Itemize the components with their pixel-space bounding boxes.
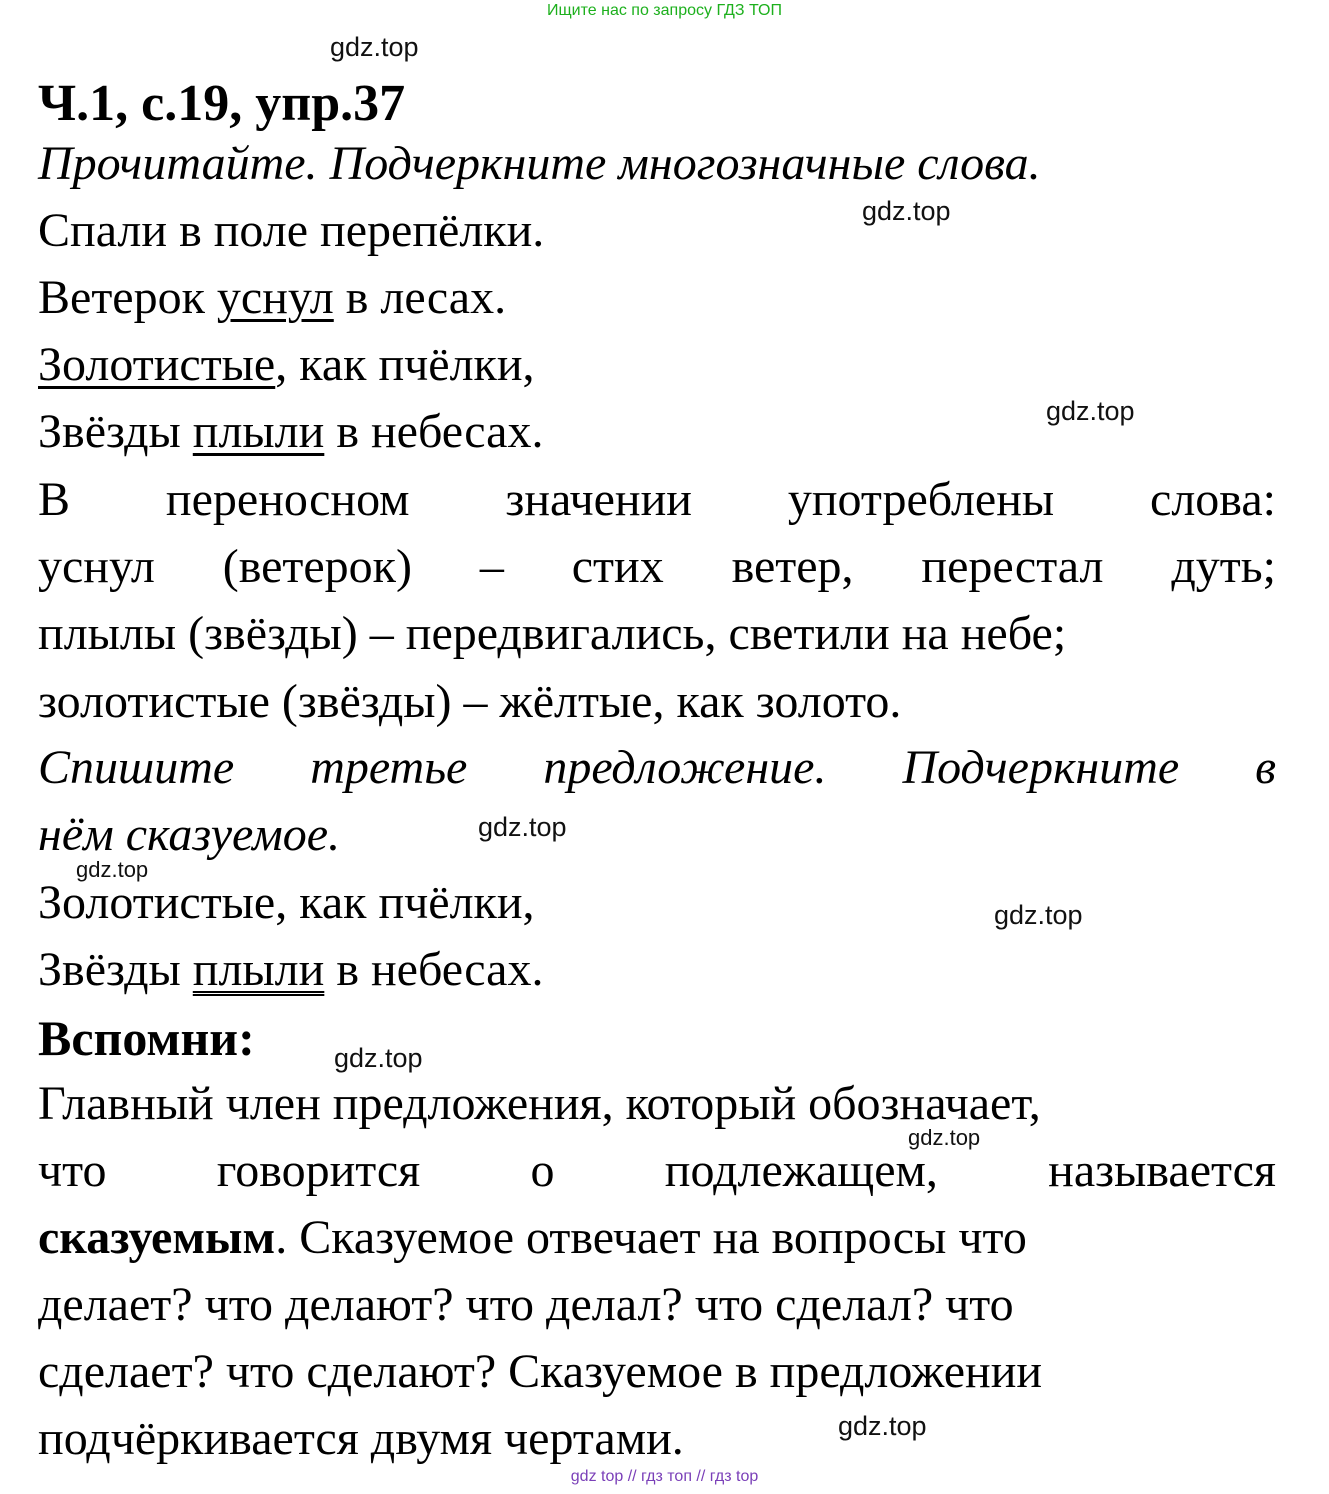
- remember-line-6: подчёркивается двумя чертами.: [38, 1412, 684, 1465]
- explanation-line-2: уснул (ветерок) – стих ветер, перестал дуть;: [38, 540, 1276, 593]
- remember-line-4: делает? что делают? что делал? что сделал? что: [38, 1278, 1014, 1331]
- search-banner[interactable]: Ищите нас по запросу ГДЗ ТОП: [547, 2, 782, 19]
- watermark: gdz.top: [330, 32, 419, 62]
- task-instruction-2-line-2: нём сказуемое.: [38, 808, 341, 861]
- watermark: gdz.top: [478, 812, 567, 842]
- remember-line-1: Главный член предложения, который обозначает,: [38, 1077, 1041, 1130]
- poem-line-2: Ветерок уснул в лесах.: [38, 271, 507, 324]
- exercise-title: Ч.1, с.19, упр.37: [38, 75, 406, 132]
- task-instruction-2-line-1: Спишите третье предложение. Подчеркните в: [38, 741, 1276, 794]
- explanation-line-1: В переносном значении употреблены слова:: [38, 473, 1276, 526]
- watermark: gdz.top: [994, 900, 1083, 930]
- watermark: gdz.top: [908, 1125, 981, 1150]
- poem-line-4: Звёзды плыли в небесах.: [38, 405, 544, 458]
- watermark: gdz.top: [1046, 396, 1135, 426]
- remember-line-5: сделает? что сделают? Сказуемое в предложении: [38, 1345, 1043, 1398]
- underlined-word-usnul: уснул: [216, 271, 334, 324]
- poem-line-3: Золотистые, как пчёлки,: [38, 338, 535, 391]
- poem-line-1: Спали в поле перепёлки.: [38, 204, 545, 257]
- footer-links[interactable]: gdz top // гдз топ // гдз top: [570, 1468, 759, 1485]
- explanation-line-4: золотистые (звёзды) – жёлтые, как золото.: [38, 675, 902, 728]
- answer-line-1: Золотистые, как пчёлки,: [38, 876, 535, 929]
- watermark: gdz.top: [334, 1043, 423, 1073]
- answer-line-2: Звёзды плыли в небесах.: [38, 943, 544, 996]
- watermark: gdz.top: [838, 1411, 927, 1441]
- watermark: gdz.top: [76, 857, 149, 882]
- underlined-word-zolotistye: Золотистые: [38, 338, 276, 391]
- double-underlined-predicate: плыли: [192, 943, 325, 996]
- bold-term-predicate: сказуемым: [38, 1211, 276, 1264]
- task-instruction-1: Прочитайте. Подчеркните многозначные слова.: [38, 137, 1041, 190]
- remember-heading: Вспомни:: [38, 1010, 255, 1066]
- watermark: gdz.top: [862, 196, 951, 226]
- underlined-word-plyli: плыли: [192, 405, 325, 458]
- explanation-line-3: плылы (звёзды) – передвигались, светили на небе;: [38, 607, 1067, 660]
- remember-line-3: сказуемым. Сказуемое отвечает на вопросы что: [38, 1211, 1027, 1264]
- remember-line-2: что говорится о подлежащем, называется: [38, 1144, 1276, 1197]
